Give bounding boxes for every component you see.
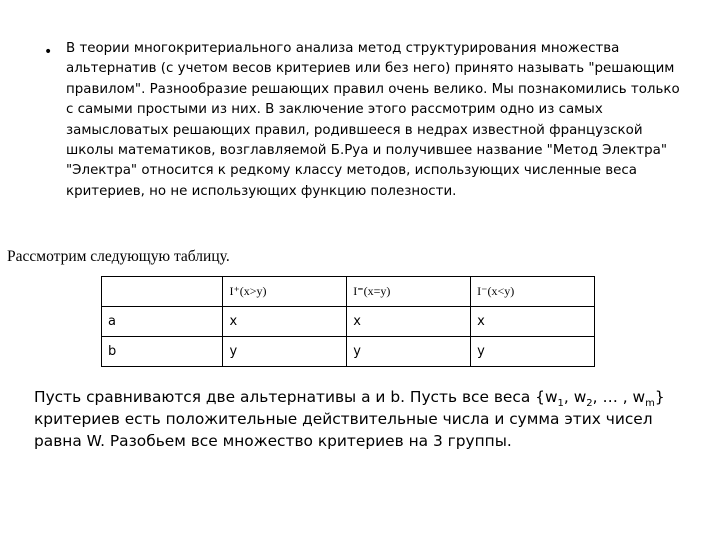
row-label: a bbox=[102, 307, 223, 337]
subscript-m: m bbox=[645, 398, 655, 410]
bullet-dot-icon: • bbox=[44, 44, 53, 60]
table-cell: x bbox=[223, 307, 347, 337]
paragraph-text-2: , w bbox=[563, 388, 587, 406]
table-row bbox=[102, 337, 595, 367]
table-cell: x bbox=[347, 307, 471, 337]
table-cell: y bbox=[347, 337, 471, 367]
subscript-1: 1 bbox=[557, 398, 564, 410]
weights-paragraph bbox=[34, 386, 674, 452]
header-cell-less: I⁻(x<y) bbox=[471, 277, 595, 307]
table-cell: y bbox=[223, 337, 347, 367]
comparison-table bbox=[101, 276, 595, 367]
paragraph-text-1: Пусть сравниваются две альтернативы a и b. Пусть все веса {w bbox=[34, 388, 558, 406]
table-header-row bbox=[102, 277, 595, 307]
bullet-paragraph: В теории многокритериального анализа метод структурирования множества альтернатив (с учетом весов критериев или без него) принято называть "решающим правилом". Разнообразие решающих правил очень велико. Мы познакомились только с самыми простыми из них. В заключение этого рассмотрим одно из самых замысловатых решающих правил, родившееся в недрах известной французской школы математиков, возглавляемой Б.Руа и получившее название "Метод Электра" "Электра" относится к редкому классу методов, использующих численные веса критериев, но не использующих функцию полезности. bbox=[66, 41, 680, 199]
bullet-block bbox=[44, 39, 684, 202]
table-row bbox=[102, 307, 595, 337]
table-cell: x bbox=[471, 307, 595, 337]
paragraph-text-4: } критериев есть положительные действительные числа и сумма этих чисел равна W. Разобьем все множество критериев на 3 группы. bbox=[34, 388, 665, 450]
header-cell-equal: I⁼(x=y) bbox=[347, 277, 471, 307]
table-cell: y bbox=[471, 337, 595, 367]
subscript-2: 2 bbox=[586, 398, 593, 410]
lead-text: Рассмотрим следующую таблицу. bbox=[7, 248, 230, 265]
paragraph-text-3: , … , w bbox=[592, 388, 646, 406]
header-cell-greater: I⁺(x>y) bbox=[223, 277, 347, 307]
row-label: b bbox=[102, 337, 223, 367]
header-cell-empty bbox=[102, 277, 223, 307]
